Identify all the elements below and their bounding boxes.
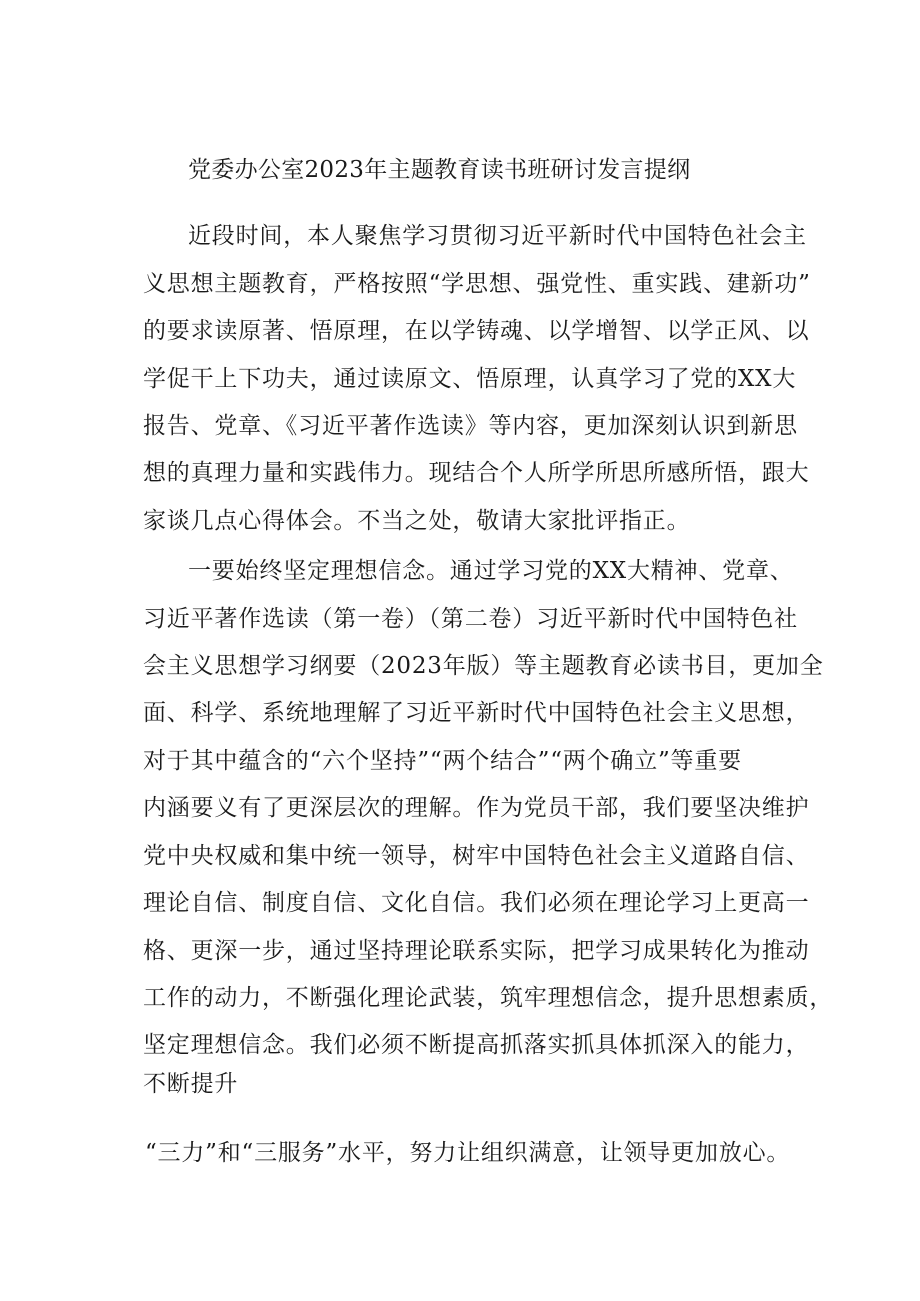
paragraph-line: 理论自信、制度自信、文化自信。我们必须在理论学习上更高一: [143, 890, 810, 916]
paragraph-line: 工作的动力，不断强化理论武装，筑牢理想信念，提升思想素质，: [143, 985, 834, 1011]
paragraph-line: 格、更深一步，通过坚持理论联系实际，把学习成果转化为推动: [143, 938, 810, 964]
paragraph-line: 面、科学、系统地理解了习近平新时代中国特色社会主义思想，: [143, 700, 810, 726]
paragraph-line: 想的真理力量和实践伟力。现结合个人所学所思所感所悟，跟大: [143, 460, 810, 486]
paragraph-line: 近段时间，本人聚焦学习贯彻习近平新时代中国特色社会主: [188, 223, 807, 249]
paragraph-line: 党中央权威和集中统一领导，树牢中国特色社会主义道路自信、: [143, 843, 810, 869]
paragraph-line: 义思想主题教育，严格按照“学思想、强党性、重实践、建新功”: [143, 271, 811, 297]
document-title: 党委办公室2023年主题教育读书班研讨发言提纲: [188, 157, 691, 183]
paragraph-line: 对于其中蕴含的“六个坚持”“两个结合”“两个确立”等重要: [143, 748, 742, 774]
paragraph-line: 报告、党章、《习近平著作选读》等内容，更加深刻认识到新思: [143, 413, 798, 439]
paragraph-line: 不断提升: [143, 1071, 239, 1097]
paragraph-line: 习近平著作选读（第一卷）（第二卷）习近平新时代中国特色社: [143, 606, 798, 632]
paragraph-line: 的要求读原著、悟原理，在以学铸魂、以学增智、以学正风、以: [143, 318, 810, 344]
paragraph-line: 学促干上下功夫，通过读原文、悟原理，认真学习了党的XX大: [143, 366, 797, 392]
paragraph-line: “三力”和“三服务”水平，努力让组织满意，让领导更加放心。: [145, 1140, 791, 1166]
paragraph-line: 会主义思想学习纲要（2023年版）等主题教育必读书目，更加全: [143, 653, 824, 679]
paragraph-line: 坚定理想信念。我们必须不断提高抓落实抓具体抓深入的能力，: [143, 1032, 810, 1058]
paragraph-line: 内涵要义有了更深层次的理解。作为党员干部，我们要坚决维护: [143, 795, 810, 821]
paragraph-line: 家谈几点心得体会。不当之处，敬请大家批评指正。: [143, 508, 691, 534]
paragraph-line: 一要始终坚定理想信念。通过学习党的XX大精神、党章、: [188, 558, 794, 584]
